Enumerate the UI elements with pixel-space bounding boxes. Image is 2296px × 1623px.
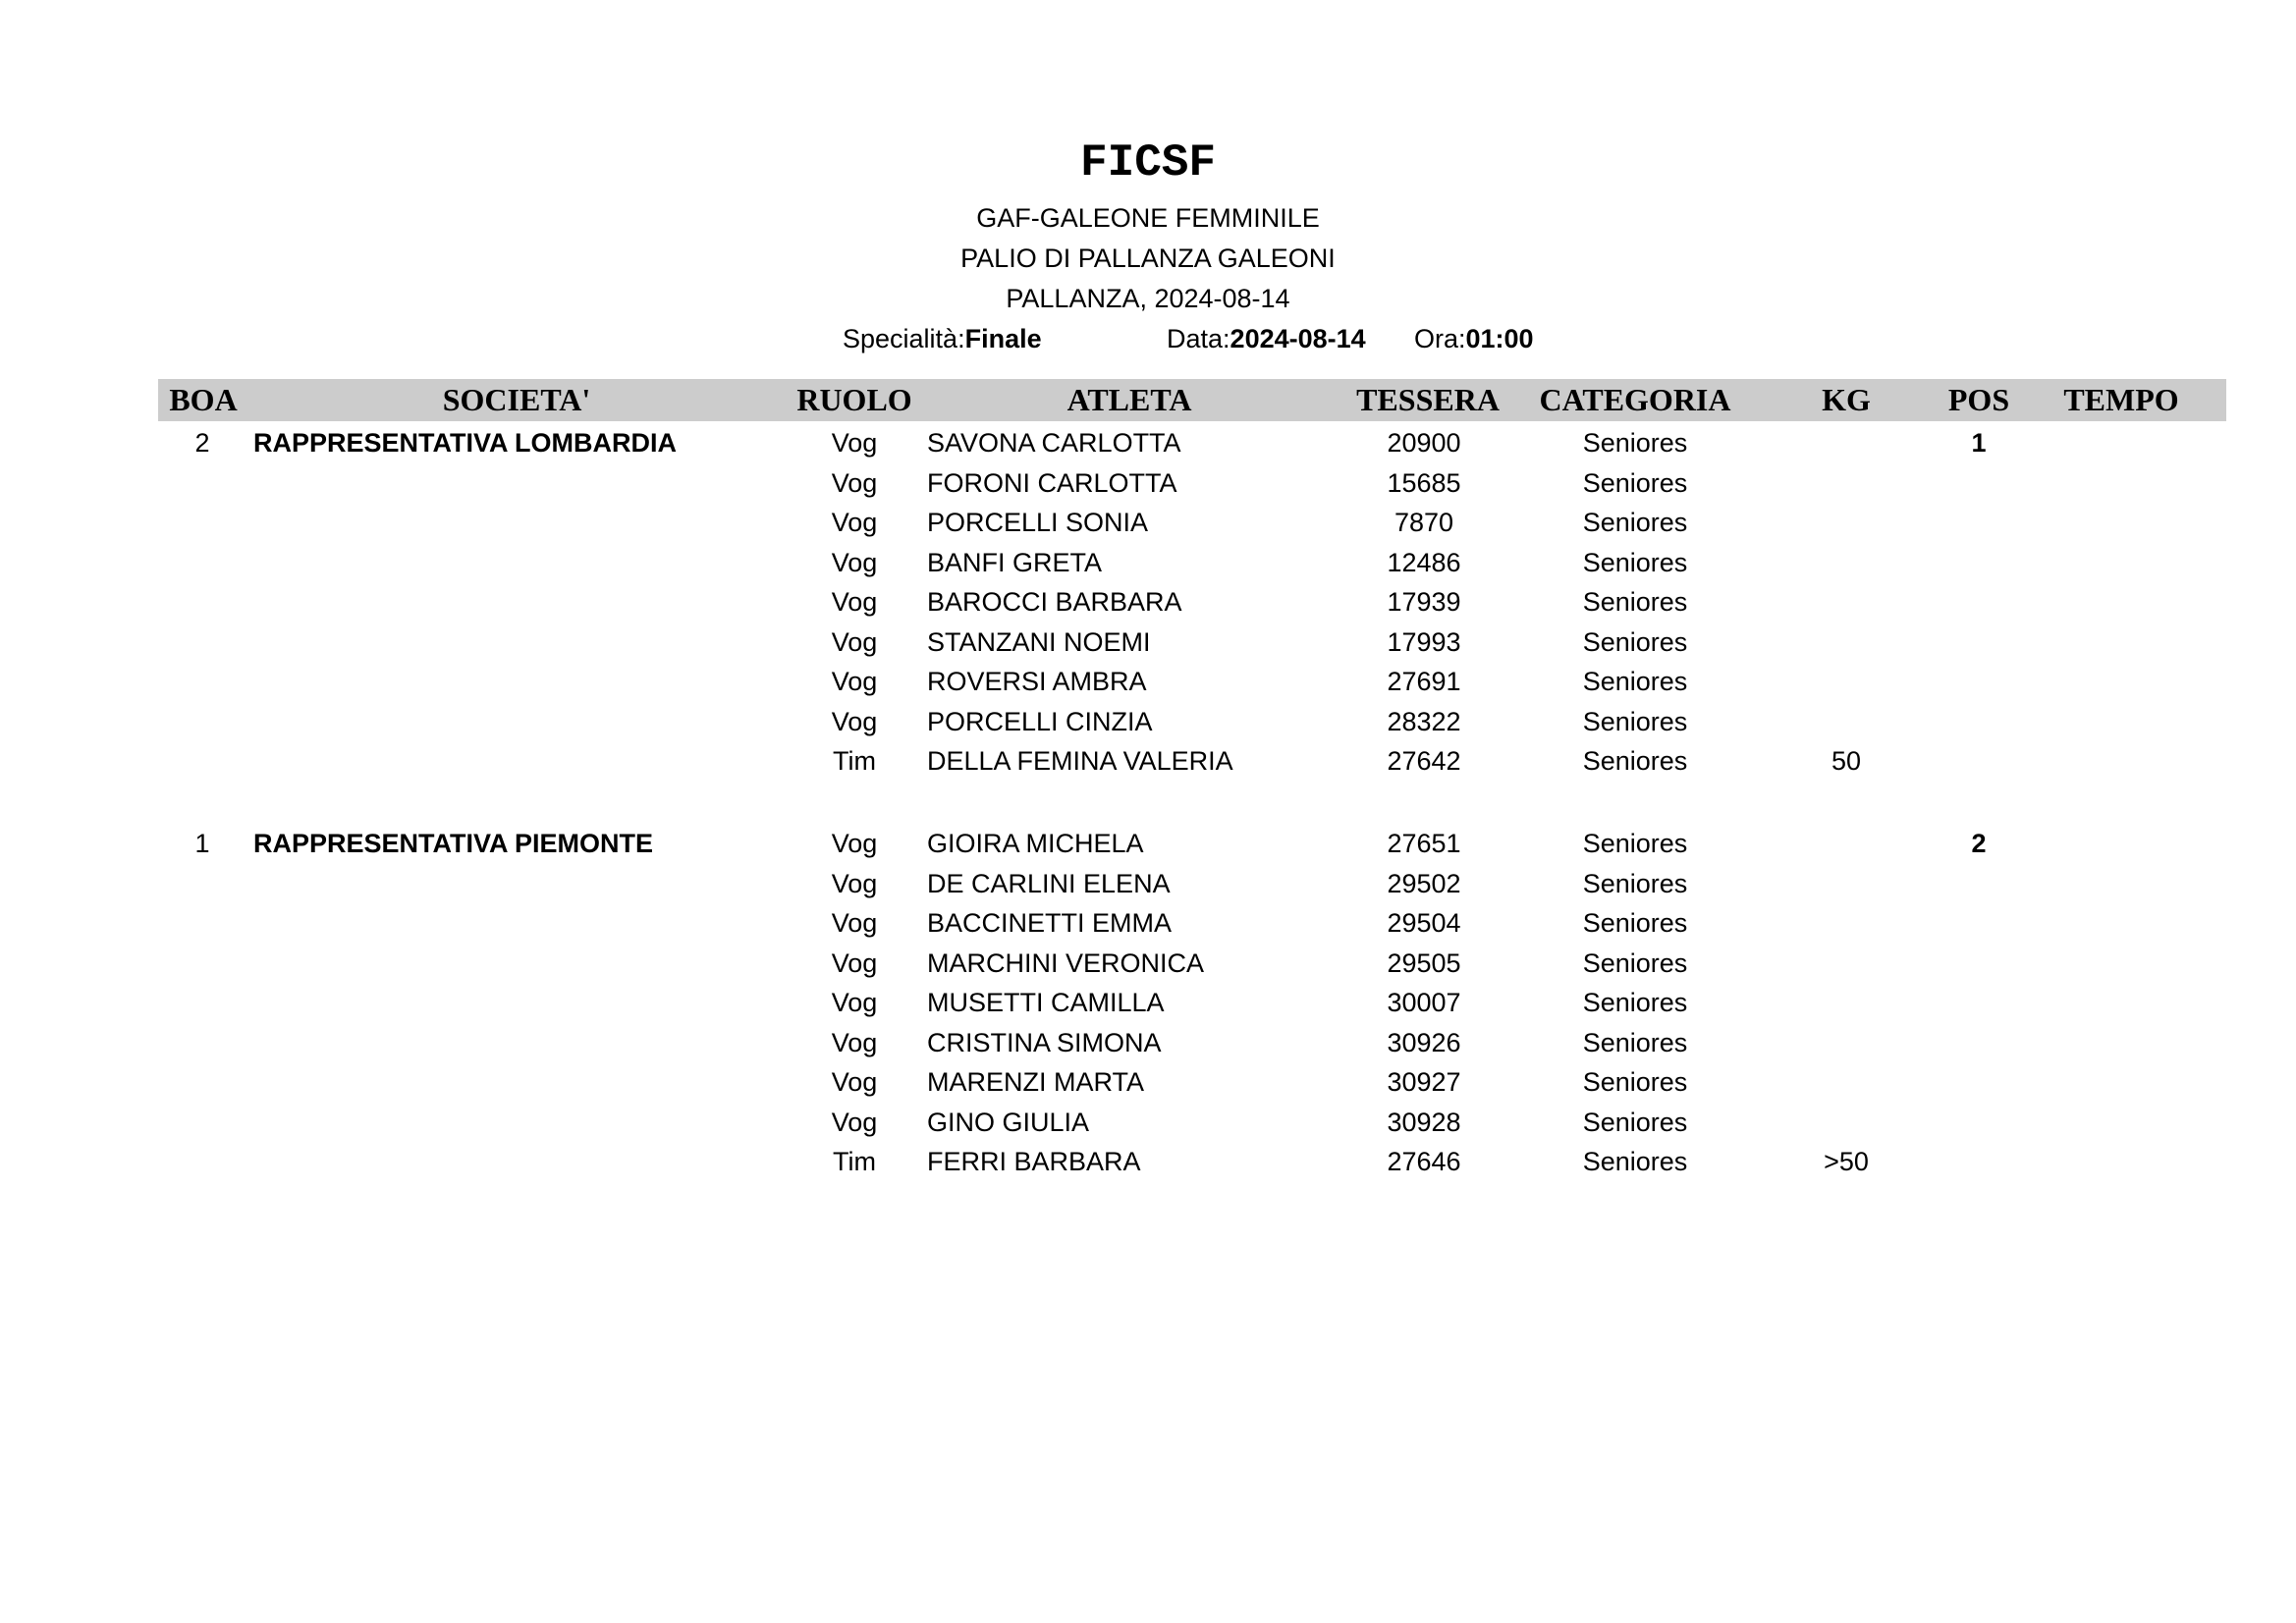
- row-categoria: Seniores: [1582, 626, 1688, 657]
- row-ruolo: Tim: [833, 746, 876, 776]
- row-tessera: 29505: [1387, 947, 1461, 978]
- row-categoria: Seniores: [1582, 547, 1688, 577]
- event-category: GAF-GALEONE FEMMINILE: [976, 203, 1320, 233]
- team-societa: RAPPRESENTATIVA PIEMONTE: [253, 829, 654, 858]
- row-categoria: Seniores: [1582, 587, 1688, 617]
- row-atleta: BAROCCI BARBARA: [927, 587, 1182, 617]
- row-tessera: 20900: [1387, 428, 1461, 458]
- row-categoria: Seniores: [1582, 1147, 1688, 1176]
- row-ruolo: Vog: [831, 947, 878, 978]
- data-value: 2024-08-14: [1230, 324, 1366, 353]
- row-atleta: BACCINETTI EMMA: [927, 908, 1173, 938]
- row-tessera: 29502: [1387, 868, 1461, 898]
- ora-label: Ora:: [1414, 324, 1466, 353]
- specialita-value: Finale: [964, 324, 1042, 353]
- row-atleta: MARENZI MARTA: [927, 1067, 1145, 1097]
- event-place-date: PALLANZA, 2024-08-14: [1006, 284, 1290, 313]
- row-ruolo: Vog: [831, 868, 878, 898]
- event-name: PALIO DI PALLANZA GALEONI: [960, 243, 1336, 273]
- row-categoria: Seniores: [1582, 428, 1688, 458]
- team-pos: 2: [1971, 829, 1987, 858]
- col-header-societa: SOCIETA': [442, 382, 591, 417]
- row-categoria: Seniores: [1582, 1067, 1688, 1097]
- row-categoria: Seniores: [1582, 746, 1688, 776]
- row-atleta: GINO GIULIA: [927, 1107, 1090, 1137]
- col-header-tempo: TEMPO: [2063, 382, 2179, 417]
- row-ruolo: Vog: [831, 547, 878, 577]
- row-atleta: SAVONA CARLOTTA: [927, 428, 1181, 458]
- row-tessera: 7870: [1394, 508, 1454, 537]
- col-header-atleta: ATLETA: [1066, 382, 1192, 417]
- col-header-tessera: TESSERA: [1356, 382, 1500, 417]
- row-categoria: Seniores: [1582, 706, 1688, 736]
- team-pos: 1: [1971, 428, 1987, 458]
- ora-meta: [1414, 319, 1534, 358]
- row-ruolo: Vog: [831, 1067, 878, 1097]
- row-kg: >50: [1824, 1147, 1869, 1176]
- row-ruolo: Vog: [831, 467, 878, 498]
- row-atleta: ROVERSI AMBRA: [927, 667, 1147, 696]
- row-categoria: Seniores: [1582, 868, 1688, 898]
- row-atleta: MUSETTI CAMILLA: [927, 988, 1165, 1017]
- row-ruolo: Vog: [831, 508, 878, 537]
- row-ruolo: Vog: [831, 428, 878, 458]
- team-boa: 1: [194, 829, 210, 858]
- row-categoria: Seniores: [1582, 1027, 1688, 1057]
- specialita-meta: [843, 319, 1042, 358]
- row-ruolo: Vog: [831, 667, 878, 696]
- row-ruolo: Vog: [831, 1027, 878, 1057]
- row-tessera: 28322: [1387, 706, 1461, 736]
- row-tessera: 15685: [1387, 467, 1461, 498]
- col-header-categoria: CATEGORIA: [1539, 382, 1731, 417]
- row-tessera: 12486: [1387, 547, 1461, 577]
- row-ruolo: Vog: [831, 1107, 878, 1137]
- row-tessera: 30928: [1387, 1107, 1461, 1137]
- row-ruolo: Vog: [831, 988, 878, 1017]
- row-tessera: 27642: [1387, 746, 1461, 776]
- row-atleta: FORONI CARLOTTA: [927, 467, 1177, 498]
- row-ruolo: Vog: [831, 829, 878, 858]
- row-categoria: Seniores: [1582, 508, 1688, 537]
- row-tessera: 30926: [1387, 1027, 1461, 1057]
- col-header-boa: BOA: [169, 382, 238, 417]
- row-atleta: BANFI GRETA: [927, 547, 1103, 577]
- specialita-label: Specialità:: [843, 324, 965, 353]
- ora-value: 01:00: [1465, 324, 1534, 353]
- row-categoria: Seniores: [1582, 667, 1688, 696]
- col-header-pos: POS: [1947, 382, 2010, 417]
- row-kg: 50: [1831, 746, 1862, 776]
- page-title: FICSF: [1079, 137, 1217, 189]
- row-categoria: Seniores: [1582, 829, 1688, 858]
- row-atleta: DE CARLINI ELENA: [927, 868, 1171, 898]
- row-atleta: MARCHINI VERONICA: [927, 947, 1205, 978]
- data-meta: [1167, 319, 1366, 358]
- row-categoria: Seniores: [1582, 947, 1688, 978]
- col-header-kg: KG: [1822, 382, 1871, 417]
- row-categoria: Seniores: [1582, 988, 1688, 1017]
- row-categoria: Seniores: [1582, 908, 1688, 938]
- row-ruolo: Vog: [831, 706, 878, 736]
- row-tessera: 29504: [1387, 908, 1461, 938]
- row-atleta: STANZANI NOEMI: [927, 626, 1151, 657]
- row-atleta: DELLA FEMINA VALERIA: [927, 746, 1233, 776]
- row-tessera: 27651: [1387, 829, 1461, 858]
- row-tessera: 30007: [1387, 988, 1461, 1017]
- row-atleta: PORCELLI SONIA: [927, 508, 1149, 537]
- row-tessera: 27691: [1387, 667, 1461, 696]
- row-ruolo: Vog: [831, 626, 878, 657]
- row-ruolo: Vog: [831, 587, 878, 617]
- row-ruolo: Vog: [831, 908, 878, 938]
- row-categoria: Seniores: [1582, 1107, 1688, 1137]
- row-ruolo: Tim: [833, 1147, 876, 1176]
- row-tessera: 17939: [1387, 587, 1461, 617]
- row-tessera: 27646: [1387, 1147, 1461, 1176]
- row-atleta: CRISTINA SIMONA: [927, 1027, 1162, 1057]
- row-atleta: PORCELLI CINZIA: [927, 706, 1153, 736]
- row-categoria: Seniores: [1582, 467, 1688, 498]
- row-atleta: GIOIRA MICHELA: [927, 829, 1144, 858]
- row-tessera: 30927: [1387, 1067, 1461, 1097]
- team-boa: 2: [194, 428, 210, 458]
- row-atleta: FERRI BARBARA: [927, 1147, 1141, 1176]
- col-header-ruolo: RUOLO: [796, 382, 912, 417]
- team-societa: RAPPRESENTATIVA LOMBARDIA: [253, 428, 677, 458]
- data-label: Data:: [1167, 324, 1230, 353]
- row-tessera: 17993: [1387, 626, 1461, 657]
